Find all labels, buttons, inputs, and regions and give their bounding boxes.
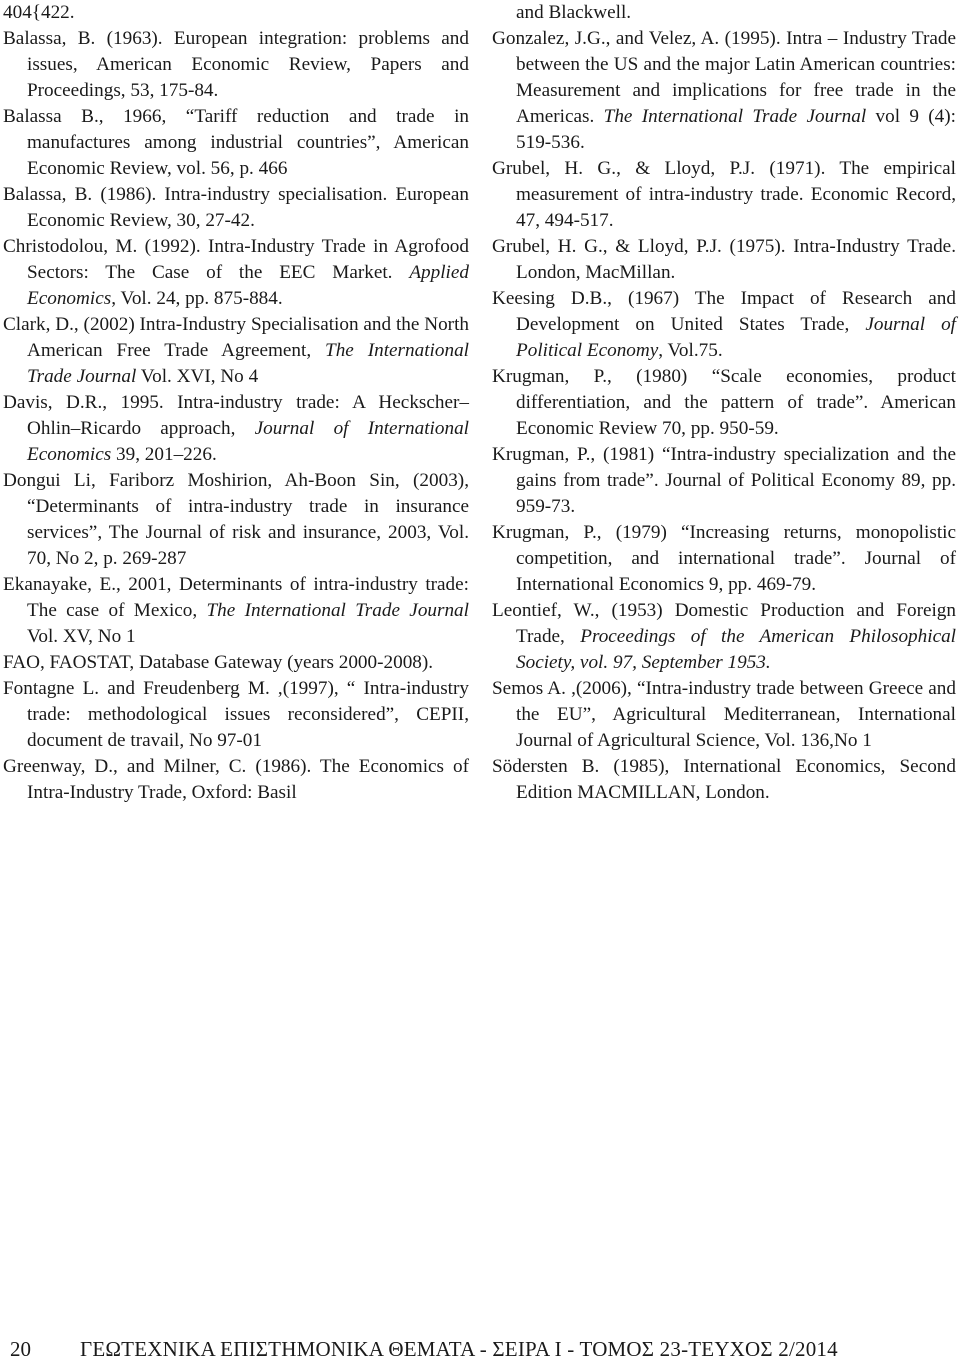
- reference-entry: [492, 520, 956, 598]
- reference-text: vol 9 (4): 519-536.: [516, 106, 956, 153]
- reference-text: Balassa, B. (1986). Intra-industry specialisation. European Economic Review, 30, 27-42.: [3, 184, 469, 231]
- reference-italic-title: Journal of Political Economy: [516, 314, 956, 361]
- reference-text: Balassa, B. (1963). European integration: problems and issues, American Economic Review, Papers and Proceedings, 53, 175-84.: [3, 28, 469, 101]
- reference-entry: [492, 0, 956, 26]
- reference-text: Grubel, H. G., & Lloyd, P.J. (1975). Intra-Industry Trade. London, MacMillan.: [492, 236, 956, 283]
- reference-text: Dongui Li, Fariborz Moshirion, Ah-Boon Sin, (2003), “Determinants of intra-industry trade in insurance services”, The Journal of risk and insurance, 2003, Vol. 70, No 2, p. 269-287: [3, 470, 469, 569]
- reference-entry: [3, 312, 469, 390]
- reference-italic-title: The International Trade Journal: [603, 106, 867, 127]
- reference-entry: [492, 598, 956, 676]
- reference-text: Christodolou, M. (1992). Intra-Industry Trade in Agrofood Sectors: The Case of the EEC Market.: [3, 236, 469, 283]
- page-footer: [0, 1336, 960, 1362]
- reference-entry: [3, 182, 469, 234]
- reference-text: Krugman, P., (1981) “Intra-industry specialization and the gains from trade”. Journal of Political Economy 89, pp. 959-73.: [492, 444, 956, 517]
- reference-text: Davis, D.R., 1995. Intra-industry trade: A Heckscher–Ohlin–Ricardo approach,: [3, 392, 469, 439]
- reference-text: Keesing D.B., (1967) The Impact of Research and Development on United States Trade,: [492, 288, 956, 335]
- reference-italic-title: The International Trade Journal: [27, 340, 469, 387]
- reference-entry: [492, 676, 956, 754]
- reference-entry: [492, 156, 956, 234]
- reference-entry: [3, 234, 469, 312]
- reference-entry: [3, 468, 469, 572]
- reference-entry: [492, 364, 956, 442]
- reference-italic-title: Applied Economics: [27, 262, 469, 309]
- reference-text: Gonzalez, J.G., and Velez, A. (1995). Intra – Industry Trade between the US and the major Latin American countries: Measurement and implications for free trade in the Americas.: [492, 28, 956, 127]
- page-number: 20: [10, 1337, 31, 1361]
- reference-entry: [492, 442, 956, 520]
- reference-text: Grubel, H. G., & Lloyd, P.J. (1971). The empirical measurement of intra-industry trade. Economic Record, 47, 494-517.: [492, 158, 956, 231]
- reference-text: Södersten B. (1985), International Economics, Second Edition MACMILLAN, London.: [492, 756, 956, 803]
- reference-text: Krugman, P., (1980) “Scale economies, product differentiation, and the pattern of trade”. American Economic Review 70, pp. 950-59.: [492, 366, 956, 439]
- reference-entry: [492, 234, 956, 286]
- reference-text: Vol. XVI, No 4: [136, 366, 259, 387]
- reference-text: Semos A. ,(2006), “Intra-industry trade between Greece and the EU”, Agricultural Mediterranean, International Journal of Agricultural Science, Vol. 136,No 1: [492, 678, 956, 751]
- reference-text: Ekanayake, E., 2001, Determinants of intra-industry trade: The case of Mexico,: [3, 574, 469, 621]
- references-left-column: [3, 0, 469, 806]
- reference-text: and Blackwell.: [516, 2, 632, 23]
- reference-entry: [3, 26, 469, 104]
- reference-text: FAO, FAOSTAT, Database Gateway (years 2000-2008).: [3, 652, 434, 673]
- reference-text: Vol. XV, No 1: [27, 626, 136, 647]
- reference-entry: [3, 676, 469, 754]
- reference-italic-title: Journal of International Economics: [27, 418, 469, 465]
- reference-text: 404{422.: [3, 2, 75, 23]
- reference-italic-title: Proceedings of the American Philosophical Society, vol. 97, September 1953.: [516, 626, 957, 673]
- reference-text: Leontief, W., (1953) Domestic Production and Foreign Trade,: [492, 600, 956, 647]
- reference-entry: [492, 26, 956, 156]
- reference-text: Balassa B., 1966, “Tariff reduction and trade in manufactures among industrial countries”, American Economic Review, vol. 56, p. 466: [3, 106, 469, 179]
- reference-entry: [3, 104, 469, 182]
- references-right-column: [492, 0, 956, 806]
- reference-text: , Vol. 24, pp. 875-884.: [111, 288, 283, 309]
- reference-entry: [3, 754, 469, 806]
- reference-entry: [492, 754, 956, 806]
- reference-text: , Vol.75.: [658, 340, 723, 361]
- reference-entry: [3, 390, 469, 468]
- reference-italic-title: The International Trade Journal: [206, 600, 469, 621]
- journal-title: ΓΕΩΤΕΧΝΙΚΑ ΕΠΙΣΤΗΜΟΝΙΚΑ ΘΕΜΑΤΑ - ΣΕΙΡΑ Ι - ΤΟΜΟΣ 23-ΤΕΥΧΟΣ 2/2014: [80, 1337, 838, 1361]
- reference-entry: [3, 0, 469, 26]
- reference-text: Clark, D., (2002) Intra-Industry Specialisation and the North American Free Trade Agreement,: [3, 314, 469, 361]
- reference-entry: [3, 572, 469, 650]
- reference-text: Krugman, P., (1979) “Increasing returns, monopolistic competition, and international trade”. Journal of International Economics 9, pp. 469-79.: [492, 522, 956, 595]
- reference-text: Fontagne L. and Freudenberg M. ,(1997), “ Intra-industry trade: methodological issues reconsidered”, CEPII, document de travail, No 97-01: [3, 678, 469, 751]
- reference-entry: [3, 650, 469, 676]
- reference-entry: [492, 286, 956, 364]
- reference-text: Greenway, D., and Milner, C. (1986). The Economics of Intra-Industry Trade, Oxford: Basil: [3, 756, 469, 803]
- reference-text: 39, 201–226.: [111, 444, 217, 465]
